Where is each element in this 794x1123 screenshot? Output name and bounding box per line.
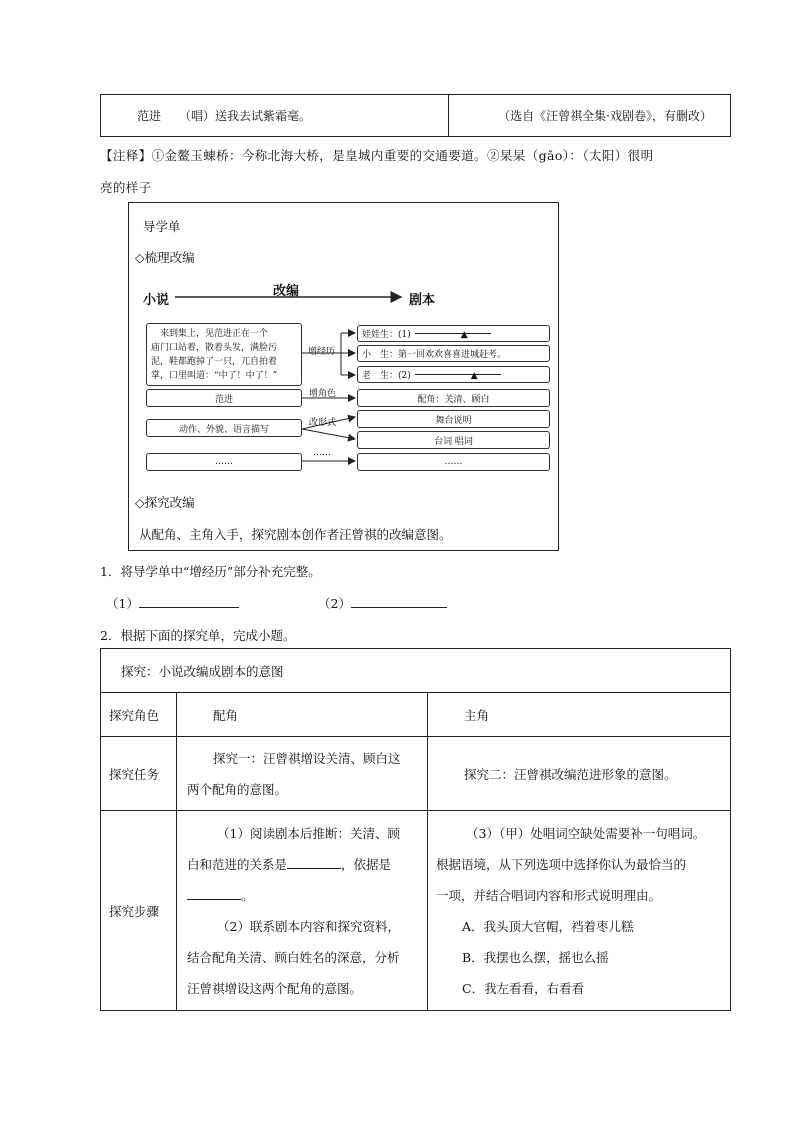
triangle-icon: ▲ bbox=[460, 330, 468, 340]
task-one-line-1: 探究一：汪曾祺增设关清、顾白这 bbox=[213, 750, 401, 766]
fanjin-box: 范进 bbox=[146, 389, 302, 407]
step-1-line-3 bbox=[187, 880, 417, 911]
dots-left-box: …… bbox=[146, 453, 302, 471]
old-role-box bbox=[357, 366, 550, 383]
arrow-label-dots: …… bbox=[313, 448, 331, 458]
stage-directions-box: 舞台说明 bbox=[357, 410, 550, 428]
q1-blank-1-line[interactable] bbox=[139, 607, 239, 608]
q1-blank-1 bbox=[106, 594, 239, 612]
excerpt-line-4: 掌，口里叫道：“中了！中了！” bbox=[151, 370, 278, 381]
step-1-text-c: 。 bbox=[241, 887, 254, 903]
excerpt-line-1: 来到集上，见范进正在一个 bbox=[160, 328, 269, 339]
excerpt-line-2: 庙门口站着，散着头发，满脸污 bbox=[151, 342, 278, 353]
step-1-text-b: ，依据是 bbox=[341, 856, 392, 872]
q1-blank-1-label: （1） bbox=[106, 596, 139, 611]
task-two-cell: 探究二：汪曾祺改编范进形象的意图。 bbox=[428, 737, 731, 811]
q1-blank-2-line[interactable] bbox=[351, 607, 447, 608]
note-line-2: 亮的样子 bbox=[100, 180, 152, 195]
novel-excerpt-box bbox=[146, 323, 302, 386]
flow-novel-label: 小说 bbox=[143, 293, 170, 308]
lyrics-box: 台词 唱词 bbox=[357, 431, 550, 449]
main-role-header: 主角 bbox=[428, 693, 731, 737]
description-box: 动作、外貌、语言描写 bbox=[146, 419, 302, 437]
inquiry-table bbox=[100, 648, 731, 1011]
steps-main-cell bbox=[428, 811, 731, 1011]
step-3-line-2: 根据语境，从下列选项中选择你认为最恰当的 bbox=[436, 856, 687, 872]
relation-blank[interactable] bbox=[287, 868, 341, 869]
step-2-line-3: 汪曾祺增设这两个配角的意图。 bbox=[187, 980, 363, 996]
blank-1-line bbox=[415, 330, 491, 340]
step-1-line-1: （1）阅读剧本后推断：关清、顾 bbox=[217, 825, 400, 841]
task-one-cell bbox=[177, 737, 428, 811]
step-3-line-1: （3）（甲）处唱词空缺处需要补一句唱词。 bbox=[466, 825, 706, 841]
arrow-label-add-experience: 增经历 bbox=[308, 347, 336, 357]
top-table bbox=[100, 94, 731, 137]
task-one-line-2: 两个配角的意图。 bbox=[187, 781, 288, 797]
evidence-blank[interactable] bbox=[187, 899, 241, 900]
option-c[interactable]: C．我左看看，右看看 bbox=[462, 980, 585, 996]
row-steps-label: 探究步骤 bbox=[101, 811, 177, 1011]
q1-blank-2-label: （2） bbox=[318, 596, 351, 611]
steps-supporting-cell bbox=[177, 811, 428, 1011]
child-role-box bbox=[357, 325, 550, 342]
step-3-line-3: 一项，并结合唱词内容和形式说明理由。 bbox=[436, 887, 662, 903]
top-table-right: （选自《汪曾祺全集·戏剧卷》，有删改） bbox=[449, 95, 731, 137]
flow-script-label: 剧本 bbox=[409, 293, 436, 308]
flow-adapt-label: 改编 bbox=[273, 284, 300, 299]
step-2-line-2: 结合配角关清、顾白姓名的深意，分析 bbox=[187, 949, 400, 965]
supporting-roles-box: 配角：关清、顾白 bbox=[357, 389, 550, 407]
excerpt-line-3: 泥，鞋都跑掉了一只，兀自拍着 bbox=[151, 356, 278, 367]
option-b[interactable]: B．我摆也么摆，摇也么摇 bbox=[462, 949, 609, 965]
dots-right-box: …… bbox=[357, 453, 550, 471]
step-2-line-1: （2）联系剧本内容和探究资料， bbox=[217, 918, 400, 934]
row-task-label: 探究任务 bbox=[101, 737, 177, 811]
young-role-label: 小 生：第一回欢欢喜喜进城赶考。 bbox=[362, 350, 507, 360]
blank-2-line bbox=[415, 371, 501, 381]
inquiry-table-header: 探究：小说改编成剧本的意图 bbox=[101, 649, 731, 693]
triangle-icon: ▲ bbox=[470, 371, 478, 381]
step-1-line-2 bbox=[187, 849, 417, 880]
arrow-label-add-role: 增角色 bbox=[309, 389, 337, 399]
section-sort-adaptation: ◇梳理改编 bbox=[135, 250, 195, 265]
old-role-label: 老 生：(2) bbox=[362, 371, 411, 381]
question-1: 1．将导学单中“增经历”部分补充完整。 bbox=[100, 564, 321, 579]
step-1-text-a: 白和范进的关系是 bbox=[187, 856, 288, 872]
young-role-box bbox=[357, 345, 550, 362]
guide-title: 导学单 bbox=[143, 219, 181, 234]
top-table-left: 范进 （唱）送我去试紫霜毫。 bbox=[101, 95, 449, 137]
q1-blank-2 bbox=[318, 594, 447, 612]
child-role-label: 娃娃生：(1) bbox=[362, 330, 411, 340]
guide-sheet bbox=[128, 202, 559, 551]
option-a[interactable]: A．我头顶大官帽，裆着枣儿糕 bbox=[462, 918, 634, 934]
inquiry-instruction: 从配角、主角入手，探究剧本创作者汪曾祺的改编意图。 bbox=[139, 527, 452, 542]
question-2: 2．根据下面的探究单，完成小题。 bbox=[100, 628, 296, 643]
note-line-1: 【注释】①金鳌玉蝀桥：今称北海大桥，是皇城内重要的交通要道。②杲杲（gǎo）：（太阳）很明 bbox=[100, 148, 654, 163]
arrow-label-change-form: 改形式 bbox=[309, 418, 337, 428]
supporting-role-header: 配角 bbox=[177, 693, 428, 737]
section-explore-adaptation: ◇探究改编 bbox=[135, 495, 195, 510]
row-role-label: 探究角色 bbox=[101, 693, 177, 737]
